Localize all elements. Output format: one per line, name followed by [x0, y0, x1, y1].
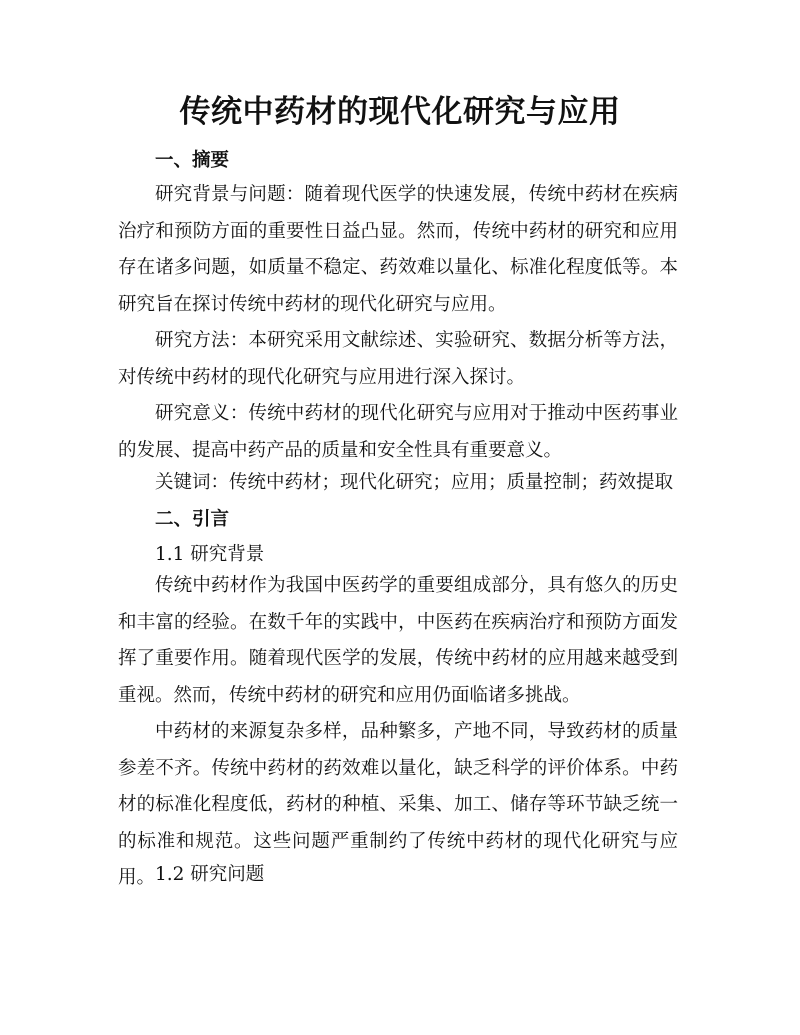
- subsection-1-2-heading: 1.2 研究问题: [155, 864, 265, 885]
- abstract-heading: 一、摘要: [155, 150, 230, 171]
- subsection-1-1-heading: 1.1 研究背景: [155, 544, 265, 565]
- intro-paragraph-1: 传统中药材作为我国中医药学的重要组成部分，具有悠久的历史和丰富的经验。在数千年的实践中，中医药在疾病治疗和预防方面发挥了重要作用。随着现代医学的发展，传统中药材的应用越来越受到重视。然而，传统中药材的研究和应用仍面临诸多挑战。: [118, 575, 678, 706]
- abstract-methods-paragraph: 研究方法：本研究采用文献综述、实验研究、数据分析等方法，对传统中药材的现代化研究与应用进行深入探讨。: [118, 330, 678, 388]
- intro-heading: 二、引言: [155, 509, 230, 530]
- document-title: 传统中药材的现代化研究与应用: [179, 94, 621, 130]
- abstract-significance-paragraph: 研究意义：传统中药材的现代化研究与应用对于推动中医药事业的发展、提高中药产品的质量和安全性具有重要意义。: [118, 403, 678, 461]
- abstract-background-paragraph: 研究背景与问题：随着现代医学的快速发展，传统中药材在疾病治疗和预防方面的重要性日益凸显。然而，传统中药材的研究和应用存在诸多问题，如质量不稳定、药效难以量化、标准化程度低等。本研究旨在探讨传统中药材的现代化研究与应用。: [118, 184, 678, 315]
- keywords-line: 关键词：传统中药材；现代化研究；应用；质量控制；药效提取: [155, 472, 674, 493]
- intro-paragraph-2: 中药材的来源复杂多样，品种繁多，产地不同，导致药材的质量参差不齐。传统中药材的药效难以量化，缺乏科学的评价体系。中药材的标准化程度低，药材的种植、采集、加工、储存等环节缺乏统一的标准和规范。这些问题严重制约了传统中药材的现代化研究与应用。: [118, 721, 678, 888]
